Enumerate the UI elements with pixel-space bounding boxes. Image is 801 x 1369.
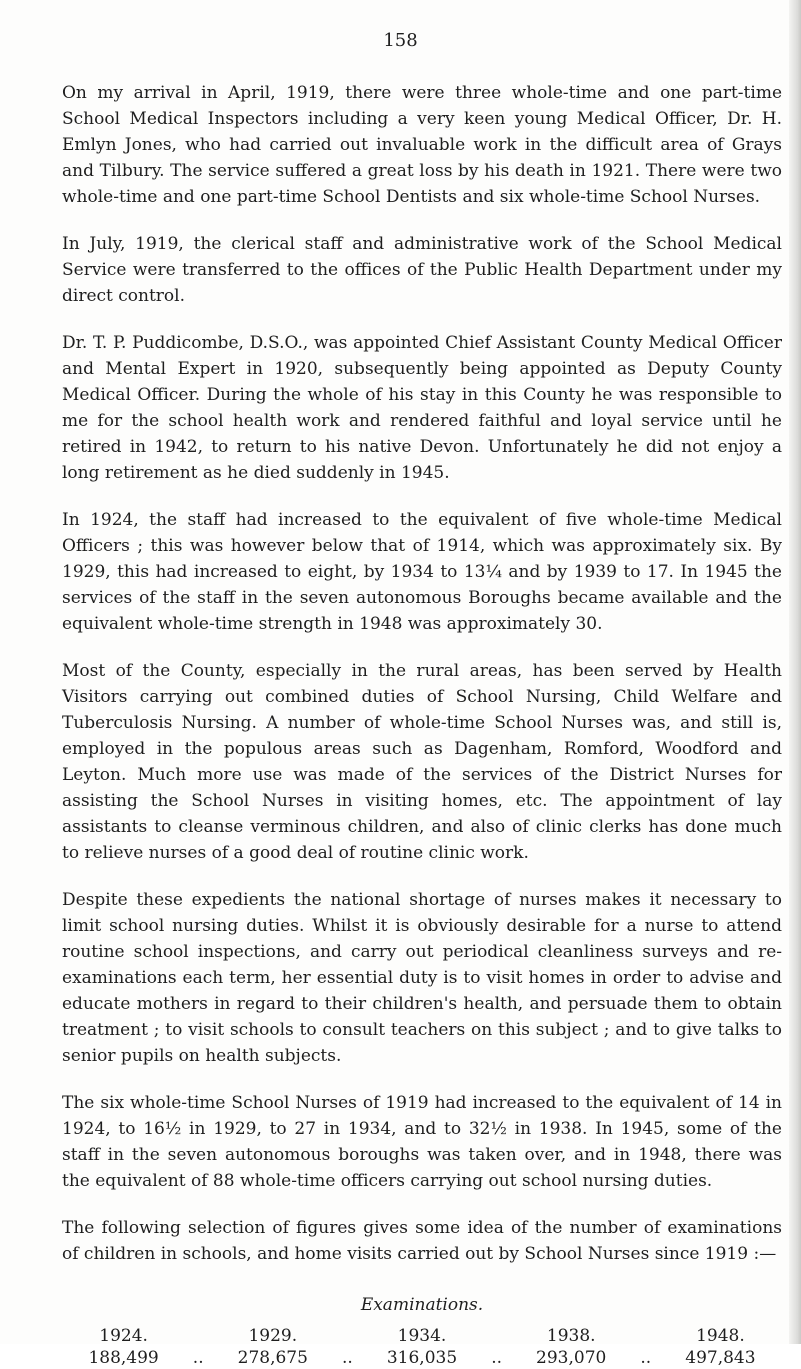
paragraph-figures-intro: The following selection of figures gives some idea of the number of examinations of children in schools, and home visits carried out by School Nurses since 1919 :— (62, 1218, 782, 1264)
paragraph-nursing-duties: Despite these expedients the national shortage of nurses makes it necessary to limit school nursing duties. Whilst it is obviously desirable for a nurse to attend routine school inspections, and carry out periodical cleanliness surveys and re-examinations each term, her essential duty is to visit homes in order to advise and educate mothers in regard to their children's health, and persuade them to obtain treatment ; to visit schools to consult teachers on this subject ; and to give talks to senior pupils on health subjects. (62, 890, 782, 1066)
year-cell: 1948. (696, 1326, 745, 1346)
year-cell: 1938. (546, 1326, 596, 1346)
paragraph-puddicombe: Dr. T. P. Puddicombe, D.S.O., was appointed Chief Assistant County Medical Officer and Mental Expert in 1920, subsequently being appointed as Deputy County Medical Officer. During the whole of his stay in this County he was responsible to me for the school health work and rendered faithful and loyal service until he retired in 1942, to return to his native Devon. Unfortunately he did not enjoy a long retirement as he died suddenly in 1945. (62, 333, 782, 483)
separator: .. (192, 1348, 204, 1368)
year-cell: 1934. (397, 1326, 447, 1346)
year-cell: 1924. (99, 1326, 148, 1346)
body-text (62, 80, 782, 1369)
paragraph-school-nurses: The six whole-time School Nurses of 1919 had increased to the equivalent of 14 in 1924, to 16½ in 1929, to 27 in 1934, and to 32½ in 1938. In 1945, some of the staff in the seven autonomous boroughs was taken over, and in 1948, there was the equivalent of 88 whole-time officers carrying out school nursing duties. (62, 1093, 782, 1191)
paragraph-staff-increase: In 1924, the staff had increased to the equivalent of five whole-time Medical Officers ; this was however below that of 1914, which was approximately six. By 1929, this had increased to eight, by 1934 to 13¼ and by 1939 to 17. In 1945 the services of the staff in the seven autonomous Boroughs became available and the equivalent whole-time strength in 1948 was approximately 30. (62, 510, 782, 634)
year-cell: 1929. (248, 1326, 298, 1346)
page-number: 158 (383, 30, 418, 51)
paragraph-health-visitors: Most of the County, especially in the rural areas, has been served by Health Visitors carrying out combined duties of School Nursing, Child Welfare and Tuberculosis Nursing. A number of whole-time School Nurses was, and still is, employed in the populous areas such as Dagenham, Romford, Woodford and Leyton. Much more use was made of the services of the District Nurses for assisting the School Nurses in visiting homes, etc. The appointment of lay assistants to cleanse verminous children, and also of clinic clerks has done much to relieve nurses of a good deal of routine clinic work. (62, 661, 782, 863)
value-cell: 188,499 (88, 1348, 159, 1368)
paragraph-clerical-staff: In July, 1919, the clerical staff and administrative work of the School Medical Service were transferred to the offices of the Public Health Department under my direct control. (62, 234, 782, 306)
value-cell: 278,675 (237, 1348, 308, 1368)
value-cell: 316,035 (386, 1348, 458, 1368)
examinations-title: Examinations. (360, 1295, 484, 1315)
separator: .. (342, 1348, 353, 1368)
examinations-values-row (62, 1347, 782, 1369)
value-cell: 497,843 (685, 1348, 756, 1368)
value-cell: 293,070 (536, 1348, 607, 1368)
page-edge-shadow (789, 0, 801, 1344)
separator: .. (491, 1348, 503, 1368)
separator: .. (640, 1348, 652, 1368)
paragraph-arrival: On my arrival in April, 1919, there were three whole-time and one part-time School Medical Inspectors including a very keen young Medical Officer, Dr. H. Emlyn Jones, who had carried out invaluable work in the difficult area of Grays and Tilbury. The service suffered a great loss by his death in 1921. There were two whole-time and one part-time School Dentists and six whole-time School Nurses. (62, 83, 782, 207)
